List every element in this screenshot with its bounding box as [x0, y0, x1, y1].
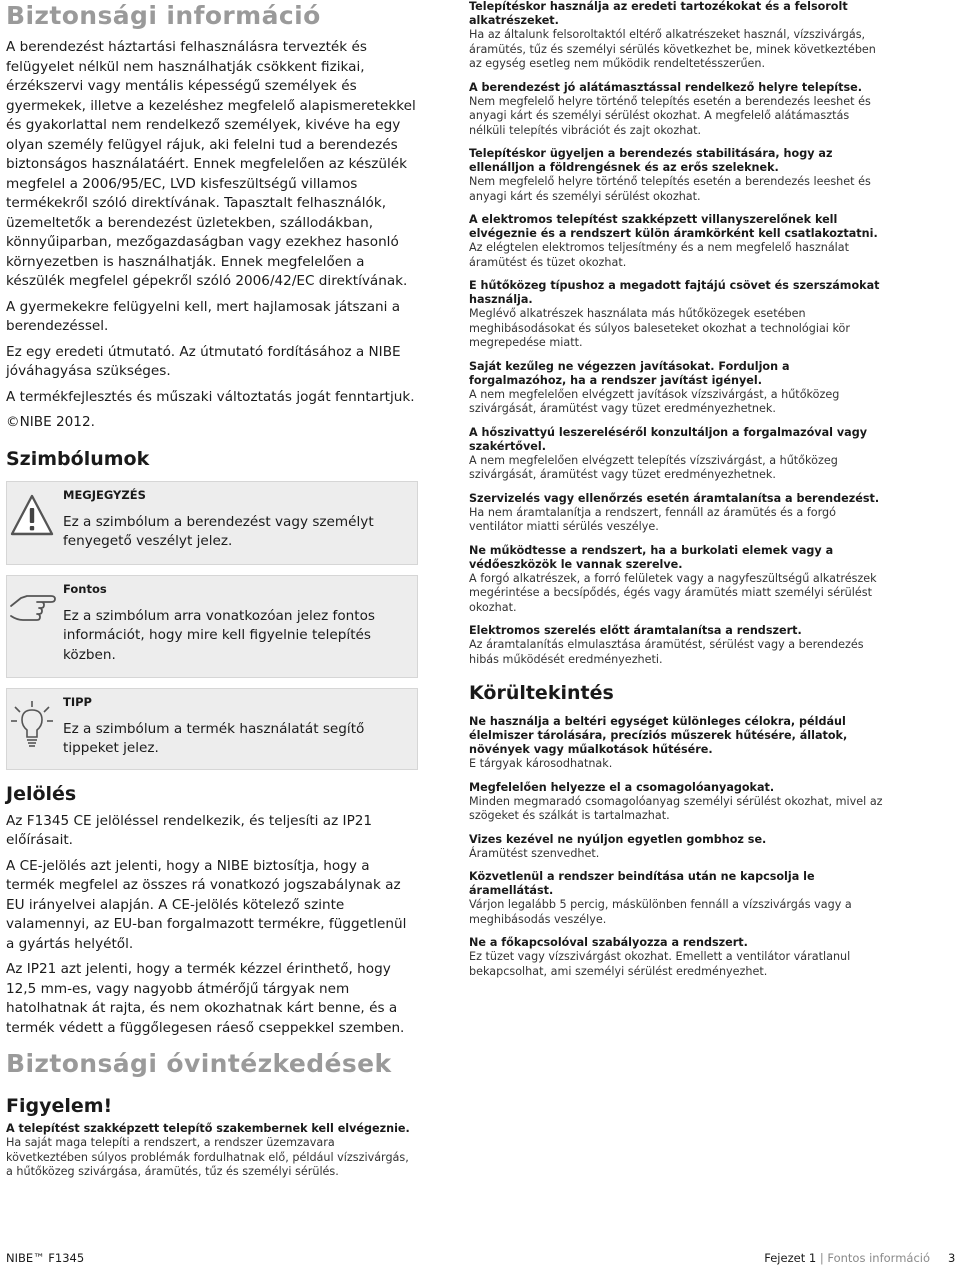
symbol-box-important: [6, 575, 418, 678]
care-item-text: E tárgyak károsodhatnak.: [469, 757, 613, 770]
safety-item: [469, 147, 885, 204]
warning-heading: Figyelem!: [6, 1095, 113, 1117]
pointing-hand-icon: [7, 584, 57, 636]
safety-item-heading: Szervizelés vagy ellenőrzés esetén áramtalanítsa a berendezést.: [469, 491, 880, 505]
care-item-heading: Közvetlenül a rendszer beindítása után ne kapcsolja le áramellátást.: [469, 870, 815, 897]
symbol-box-tip: [6, 688, 418, 770]
safety-item-heading: Elektromos szerelés előtt áramtalanítsa a rendszert.: [469, 624, 802, 637]
footer-chapter-label: Fejezet 1: [764, 1251, 817, 1265]
safety-item-heading: A berendezést jó alátámasztással rendelkező helyre telepítse.: [469, 80, 862, 94]
care-heading: Körültekintés: [469, 682, 614, 704]
safety-item-text: A nem megfelelően elvégzett javítások vízszivárgást, a hűtőközeg szivárgását, áramütést vagy tüzet eredményezhetnek.: [469, 387, 840, 415]
care-item: [469, 833, 885, 862]
footer-brand-text: NIBE™ F1345: [6, 1251, 85, 1265]
marking-paragraph-3: Az IP21 azt jelenti, hogy a termék kézzel érinthető, hogy 12,5 mm-es, vagy nagyobb átmérőjű tárgyak nem hatolhatnak át rajta, és nem okozhatnak kárt benne, és a termék védett a függőlegesen ráeső cseppekkel szemben.: [6, 961, 405, 1036]
right-column: [469, 0, 885, 988]
warning-text: Ha saját maga telepíti a rendszert, a rendszer üzemzavara következtében súlyos problémák fordulhatnak elő, például vízszivárgás, a hűtőközeg szivárgása, áramütés, tűz és személyi sérülés.: [6, 1136, 409, 1178]
light-bulb-icon: [7, 697, 57, 749]
safety-item-text: Nem megfelelő helyre történő telepítés esetén a berendezés leeshet és anyagi kárt és személyi sérülést okozhat.: [469, 175, 871, 203]
page-number: 3: [948, 1251, 956, 1265]
intro-paragraph: A berendezést háztartási felhasználásra tervezték és felügyelet nélkül nem használhatják csökkent fizikai, érzékszervi vagy mentális képességű személyek és gyermekek, illetve a kezeléshez megfelelő alapismeretekkel és gyakorlattal nem rendelkező személyek, kivéve ha egy olyan személy felügyel rájuk, aki felelni tud a berendezés biztonságos használatáért. Ennek megfelelően az készülék megfelel a 2006/95/EC, LVD kisfeszültségű villamos termékekről szóló direktívának. Tapasztalt felhasználók, üzemeltetők a berendezést üzletekben, szállodákban, könnyűiparban, mezőgazdaságban vagy ezekhez hasonló környezetben is használhatják. Ennek megfelelően a készülék megfelel gépekről szóló 2006/42/EC direktívának.: [6, 39, 416, 289]
marking-paragraph-2: A CE-jelölés azt jelenti, hogy a NIBE biztosítja, hogy a termék megfelel az összes rá vonatkozó jogszabálynak az EU irányelvei alapján. A CE-jelölés kötelező szinte valamennyi, az EU-ban forgalmazott termékre, függetlenül a gyártás helyétől.: [6, 857, 407, 952]
care-item-heading: Ne használja a beltéri egységet különleges célokra, például élelmiszer tárolására, precíziós műszerek hűtésére, állatok, növények vagy műalkotások hűtésére.: [469, 715, 848, 756]
safety-item-text: Ha az általunk felsoroltaktól eltérő alkatrészeket használ, vízszivárgás, áramütés, tűz és személyi sérülés következhet be, minek következtében az egység esetleg nem működik rendeltetésszerűen.: [469, 28, 876, 70]
footer-brand: [6, 1250, 84, 1266]
safety-item-text: A forgó alkatrészek, a forró felületek vagy a nagyfeszültségű alkatrészek megérintése a becsípődés, égés vagy áramütés miatt személyi sérülést okozhat.: [469, 571, 877, 614]
symbols-heading: Szimbólumok: [6, 447, 150, 470]
safety-item: [469, 0, 885, 72]
safety-item-heading: Saját kezűleg ne végezzen javításokat. Forduljon a forgalmazóhoz, ha a rendszer javítást igényel.: [469, 359, 790, 387]
footer-section-label: Fontos információ: [827, 1251, 930, 1265]
safety-item: [469, 279, 885, 351]
footer-chapter: [764, 1250, 930, 1266]
care-item: [469, 715, 885, 772]
warning-bold-text: A telepítést szakképzett telepítő szakembernek kell elvégeznie.: [6, 1122, 410, 1135]
care-item-heading: Vizes kezével ne nyúljon egyetlen gombhoz se.: [469, 832, 767, 846]
safety-item-text: Nem megfelelő helyre történő telepítés esetén a berendezés leeshet és anyagi kárt és személyi sérülést okozhat. A megfelelő alátámasztás nélküli telepítés vibrációt és zajt okozhat.: [469, 94, 871, 137]
symbol-text-warning: Ez a szimbólum a berendezést vagy személyt fenyegető veszélyt jelez.: [63, 513, 374, 549]
safety-item-text: Ha nem áramtalanítja a rendszert, fennáll az áramütés és a forgó ventilátor miatti sérülés veszélye.: [469, 505, 836, 533]
safety-item-heading: Ne működtesse a rendszert, ha a burkolati elemek vagy a védőeszközök le vannak szerelve.: [469, 543, 834, 571]
care-item-text: Minden megmaradó csomagolóanyag személyi sérülést okozhat, mivel az szögeket és szálkát is tartalmazhat.: [469, 794, 883, 822]
page-title: Biztonsági információ: [6, 1, 321, 30]
symbol-text-important: Ez a szimbólum arra vonatkozóan jelez fontos információt, hogy mire kell figyelnie telepítés közben.: [63, 607, 375, 663]
care-item-heading: Ne a főkapcsolóval szabályozza a rendszert.: [469, 936, 748, 949]
safety-item-heading: A elektromos telepítést szakképzett villanyszerelőnek kell elvégeznie és a rendszert külön áramkörként kell csatlakoztatni.: [469, 213, 878, 240]
safety-item-heading: A hőszivattyú leszereléséről konzultáljon a forgalmazóval vagy szakértővel.: [469, 425, 868, 453]
symbol-title-important: Fontos: [63, 581, 107, 596]
safety-item: [469, 544, 885, 616]
care-item: [469, 936, 885, 979]
footer-separator: |: [819, 1251, 824, 1265]
safety-item-heading: Telepítéskor használja az eredeti tartozékokat és a felsorolt alkatrészeket.: [469, 0, 848, 27]
symbol-title-tip: TIPP: [63, 694, 92, 709]
safety-item-heading: Telepítéskor ügyeljen a berendezés stabilitására, hogy az ellenálljon a földrengésnek és az erős szeleknek.: [469, 147, 833, 174]
safety-item: [469, 426, 885, 483]
product-development-paragraph: A termékfejlesztés és műszaki változtatás jogát fenntartjuk.: [6, 388, 415, 405]
safety-item: [469, 492, 885, 535]
copyright-text: ©NIBE 2012.: [6, 414, 95, 430]
warning-triangle-icon: [7, 490, 57, 542]
care-item-text: Áramütést szenvedhet.: [469, 846, 600, 860]
care-item-text: Ez tüzet vagy vízszivárgást okozhat. Emellett a ventilátor váratlanul bekapcsolhat, ami személyi sérülést eredményezhet.: [469, 950, 851, 978]
safety-item-text: Az áramtalanítás elmulasztása áramütést, sérülést vagy a berendezés hibás működését eredményezheti.: [469, 638, 864, 666]
original-manual-paragraph: Ez egy eredeti útmutató. Az útmutató fordításához a NIBE jóváhagyása szükséges.: [6, 343, 401, 379]
safety-item: [469, 624, 885, 667]
marking-paragraph-1: Az F1345 CE jelöléssel rendelkezik, és teljesíti az IP21 előírásait.: [6, 812, 373, 848]
care-item-heading: Megfelelően helyezze el a csomagolóanyagokat.: [469, 780, 775, 794]
safety-item: [469, 81, 885, 139]
symbol-text-tip: Ez a szimbólum a termék használatát segítő tippeket jelez.: [63, 720, 365, 756]
safety-item-text: Az elégtelen elektromos teljesítmény és a nem megfelelő használat áramütést és tüzet okozhat.: [469, 241, 850, 269]
children-paragraph: A gyermekekre felügyelni kell, mert hajlamosak játszani a berendezéssel.: [6, 298, 401, 334]
safety-item-heading: E hűtőközeg típushoz a megadott fajtájú csövet és szerszámokat használja.: [469, 279, 880, 306]
care-item: [469, 870, 885, 927]
symbol-title-warning: MEGJEGYZÉS: [63, 487, 146, 502]
care-item-text: Várjon legalább 5 percig, máskülönben fennáll a vízszivárgás vagy a meghibásodás veszélye.: [469, 898, 852, 926]
safety-item-text: A nem megfelelően elvégzett telepítés vízszivárgást, a hűtőközeg szivárgását, áramütést vagy tüzet eredményezhetnek.: [469, 453, 838, 481]
left-column: [6, 0, 418, 1180]
precautions-title: Biztonsági óvintézkedések: [6, 1049, 392, 1078]
marking-heading: Jelölés: [6, 782, 77, 805]
care-item: [469, 781, 885, 824]
safety-item: [469, 360, 885, 417]
safety-item: [469, 213, 885, 270]
safety-item-text: Meglévő alkatrészek használata más hűtőközegek esetében meghibásodásokat és súlyos baleseteket okozhat a technológiai kör megrepedése miatt.: [469, 307, 850, 349]
symbol-box-warning: [6, 481, 418, 565]
